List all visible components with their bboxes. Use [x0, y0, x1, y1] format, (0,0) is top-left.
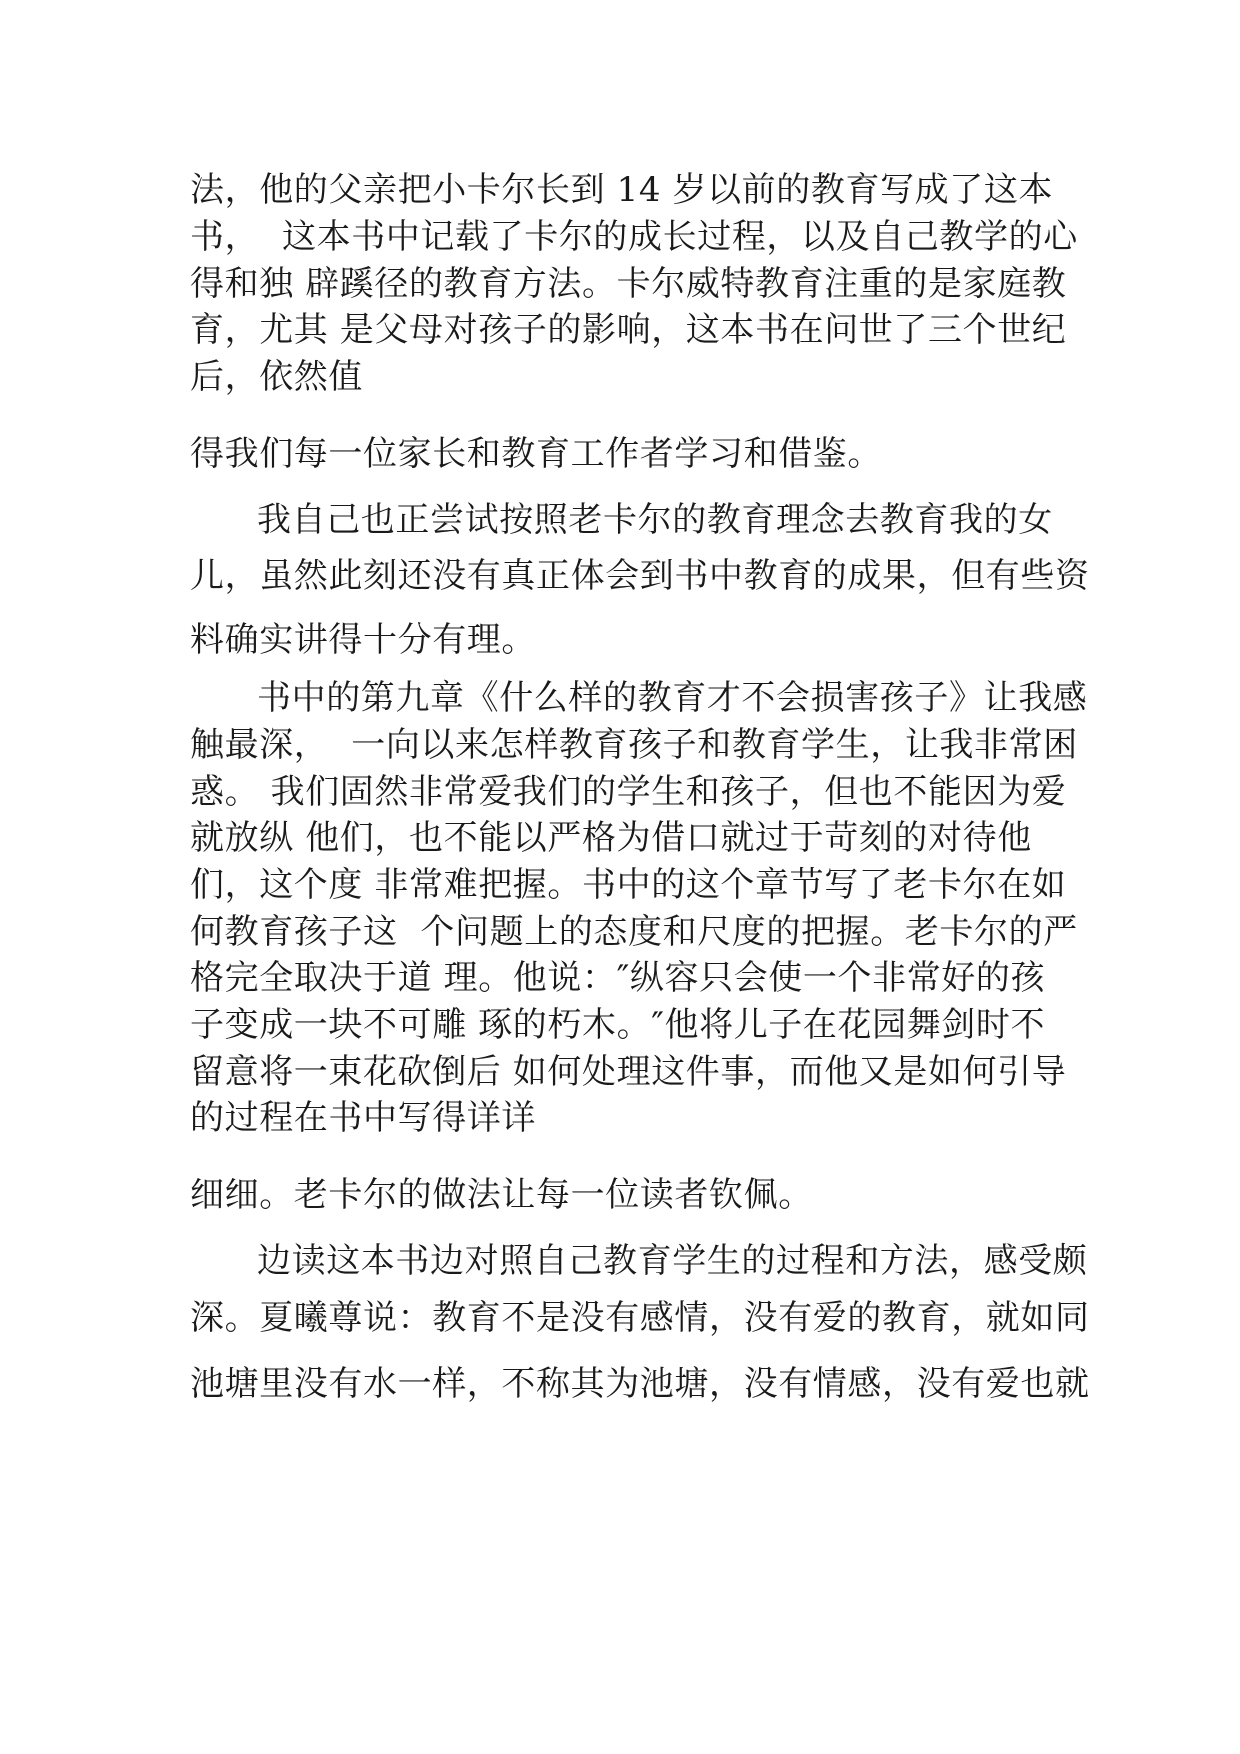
text-line: 得和独 辟蹊径的教育方法。卡尔威特教育注重的是家庭教 [190, 264, 1067, 304]
text-line: 留意将一束花砍倒后 如何处理这件事，而他又是如何引导 [190, 1052, 1067, 1092]
text-line: 边读这本书边对照自己教育学生的过程和方法，感受颇 [257, 1241, 1088, 1281]
text-line: 料确实讲得十分有理。 [190, 620, 536, 660]
text-line: 我自己也正尝试按照老卡尔的教育理念去教育我的女 [257, 500, 1053, 540]
text-line: 触最深， 一向以来怎样教育孩子和教育学生，让我非常困 [190, 725, 1078, 765]
text-line: 书， 这本书中记载了卡尔的成长过程，以及自己教学的心 [190, 217, 1078, 257]
text-line: 惑。 我们固然非常爱我们的学生和孩子，但也不能因为爱 [190, 772, 1067, 812]
text-line: 们，这个度 非常难把握。书中的这个章节写了老卡尔在如 [190, 865, 1067, 905]
text-line: 细细。老卡尔的做法让每一位读者钦佩。 [190, 1175, 813, 1215]
text-line: 法，他的父亲把小卡尔长到 14 岁以前的教育写成了这本 [190, 170, 1054, 210]
text-line: 池塘里没有水一样，不称其为池塘，没有情感，没有爱也就 [190, 1364, 1090, 1404]
text-line: 子变成一块不可雕 琢的朽木。″他将儿子在花园舞剑时不 [190, 1005, 1046, 1045]
text-line: 后，依然值 [190, 357, 363, 397]
text-line: 格完全取决于道 理。他说：″纵容只会使一个非常好的孩 [190, 958, 1046, 998]
text-line: 得我们每一位家长和教育工作者学习和借鉴。 [190, 434, 882, 474]
text-line: 深。夏曦尊说：教育不是没有感情，没有爱的教育，就如同 [190, 1298, 1090, 1338]
text-line: 就放纵 他们，也不能以严格为借口就过于苛刻的对待他 [190, 818, 1032, 858]
text-line: 书中的第九章《什么样的教育才不会损害孩子》让我感 [257, 678, 1088, 718]
text-line: 儿，虽然此刻还没有真正体会到书中教育的成果，但有些资 [190, 556, 1090, 596]
text-line: 何教育孩子这 个问题上的态度和尺度的把握。老卡尔的严 [190, 912, 1078, 952]
text-line: 的过程在书中写得详详 [190, 1098, 536, 1138]
text-line: 育，尤其 是父母对孩子的影响，这本书在问世了三个世纪 [190, 310, 1067, 350]
